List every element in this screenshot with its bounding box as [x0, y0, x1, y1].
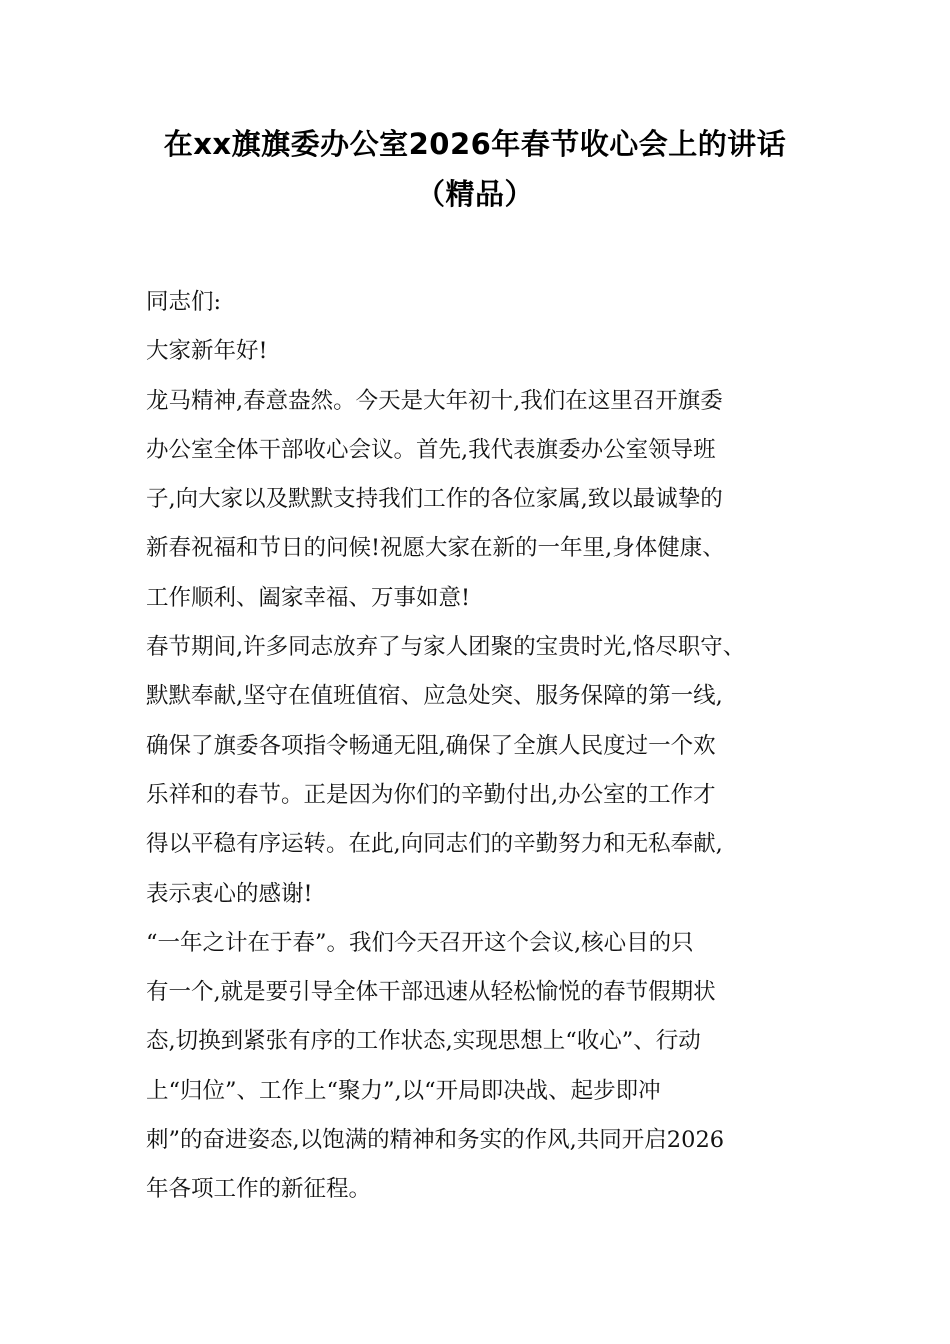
text-line: 办公室全体干部收心会议。首先,我代表旗委办公室领导班	[146, 436, 716, 463]
text-line: 年各项工作的新征程。	[146, 1176, 372, 1203]
text-line: 同志们:	[146, 289, 222, 315]
text-line: 刺”的奋进姿态,以饱满的精神和务实的作风,共同开启2026	[146, 1127, 725, 1154]
text-line: 大家新年好!	[146, 338, 268, 365]
text-line: 有一个,就是要引导全体干部迅速从轻松愉悦的春节假期状	[146, 979, 716, 1006]
text-line: 上“归位”、工作上“聚力”,以“开局即决战、起步即冲	[146, 1077, 661, 1104]
document-title-suffix: （精品）	[415, 177, 534, 211]
text-line: 默默奉献,坚守在值班值宿、应急处突、服务保障的第一线,	[146, 683, 723, 710]
text-line: 子,向大家以及默默支持我们工作的各位家属,致以最诚挚的	[146, 486, 723, 513]
text-line: 乐祥和的春节。正是因为你们的辛勤付出,办公室的工作才	[146, 781, 716, 808]
text-line: 态,切换到紧张有序的工作状态,实现思想上“收心”、行动	[146, 1028, 701, 1055]
text-line: 得以平稳有序运转。在此,向同志们的辛勤努力和无私奉献,	[146, 831, 723, 858]
text-line: 表示衷心的感谢!	[146, 880, 313, 907]
text-line: “一年之计在于春”。我们今天召开这个会议,核心目的只	[146, 929, 694, 956]
text-line: 新春祝福和节日的问候!祝愿大家在新的一年里,身体健康、	[146, 535, 725, 562]
document-body	[146, 278, 826, 1215]
text-line: 工作顺利、阖家幸福、万事如意!	[146, 584, 471, 611]
text-line: 龙马精神,春意盎然。今天是大年初十,我们在这里召开旗委	[146, 387, 723, 414]
text-line: 确保了旗委各项指令畅通无阻,确保了全旗人民度过一个欢	[146, 732, 716, 759]
text-line: 春节期间,许多同志放弃了与家人团聚的宝贵时光,恪尽职守、	[146, 634, 746, 661]
document-title: 在xx旗旗委办公室2026年春节收心会上的讲话	[163, 127, 787, 161]
